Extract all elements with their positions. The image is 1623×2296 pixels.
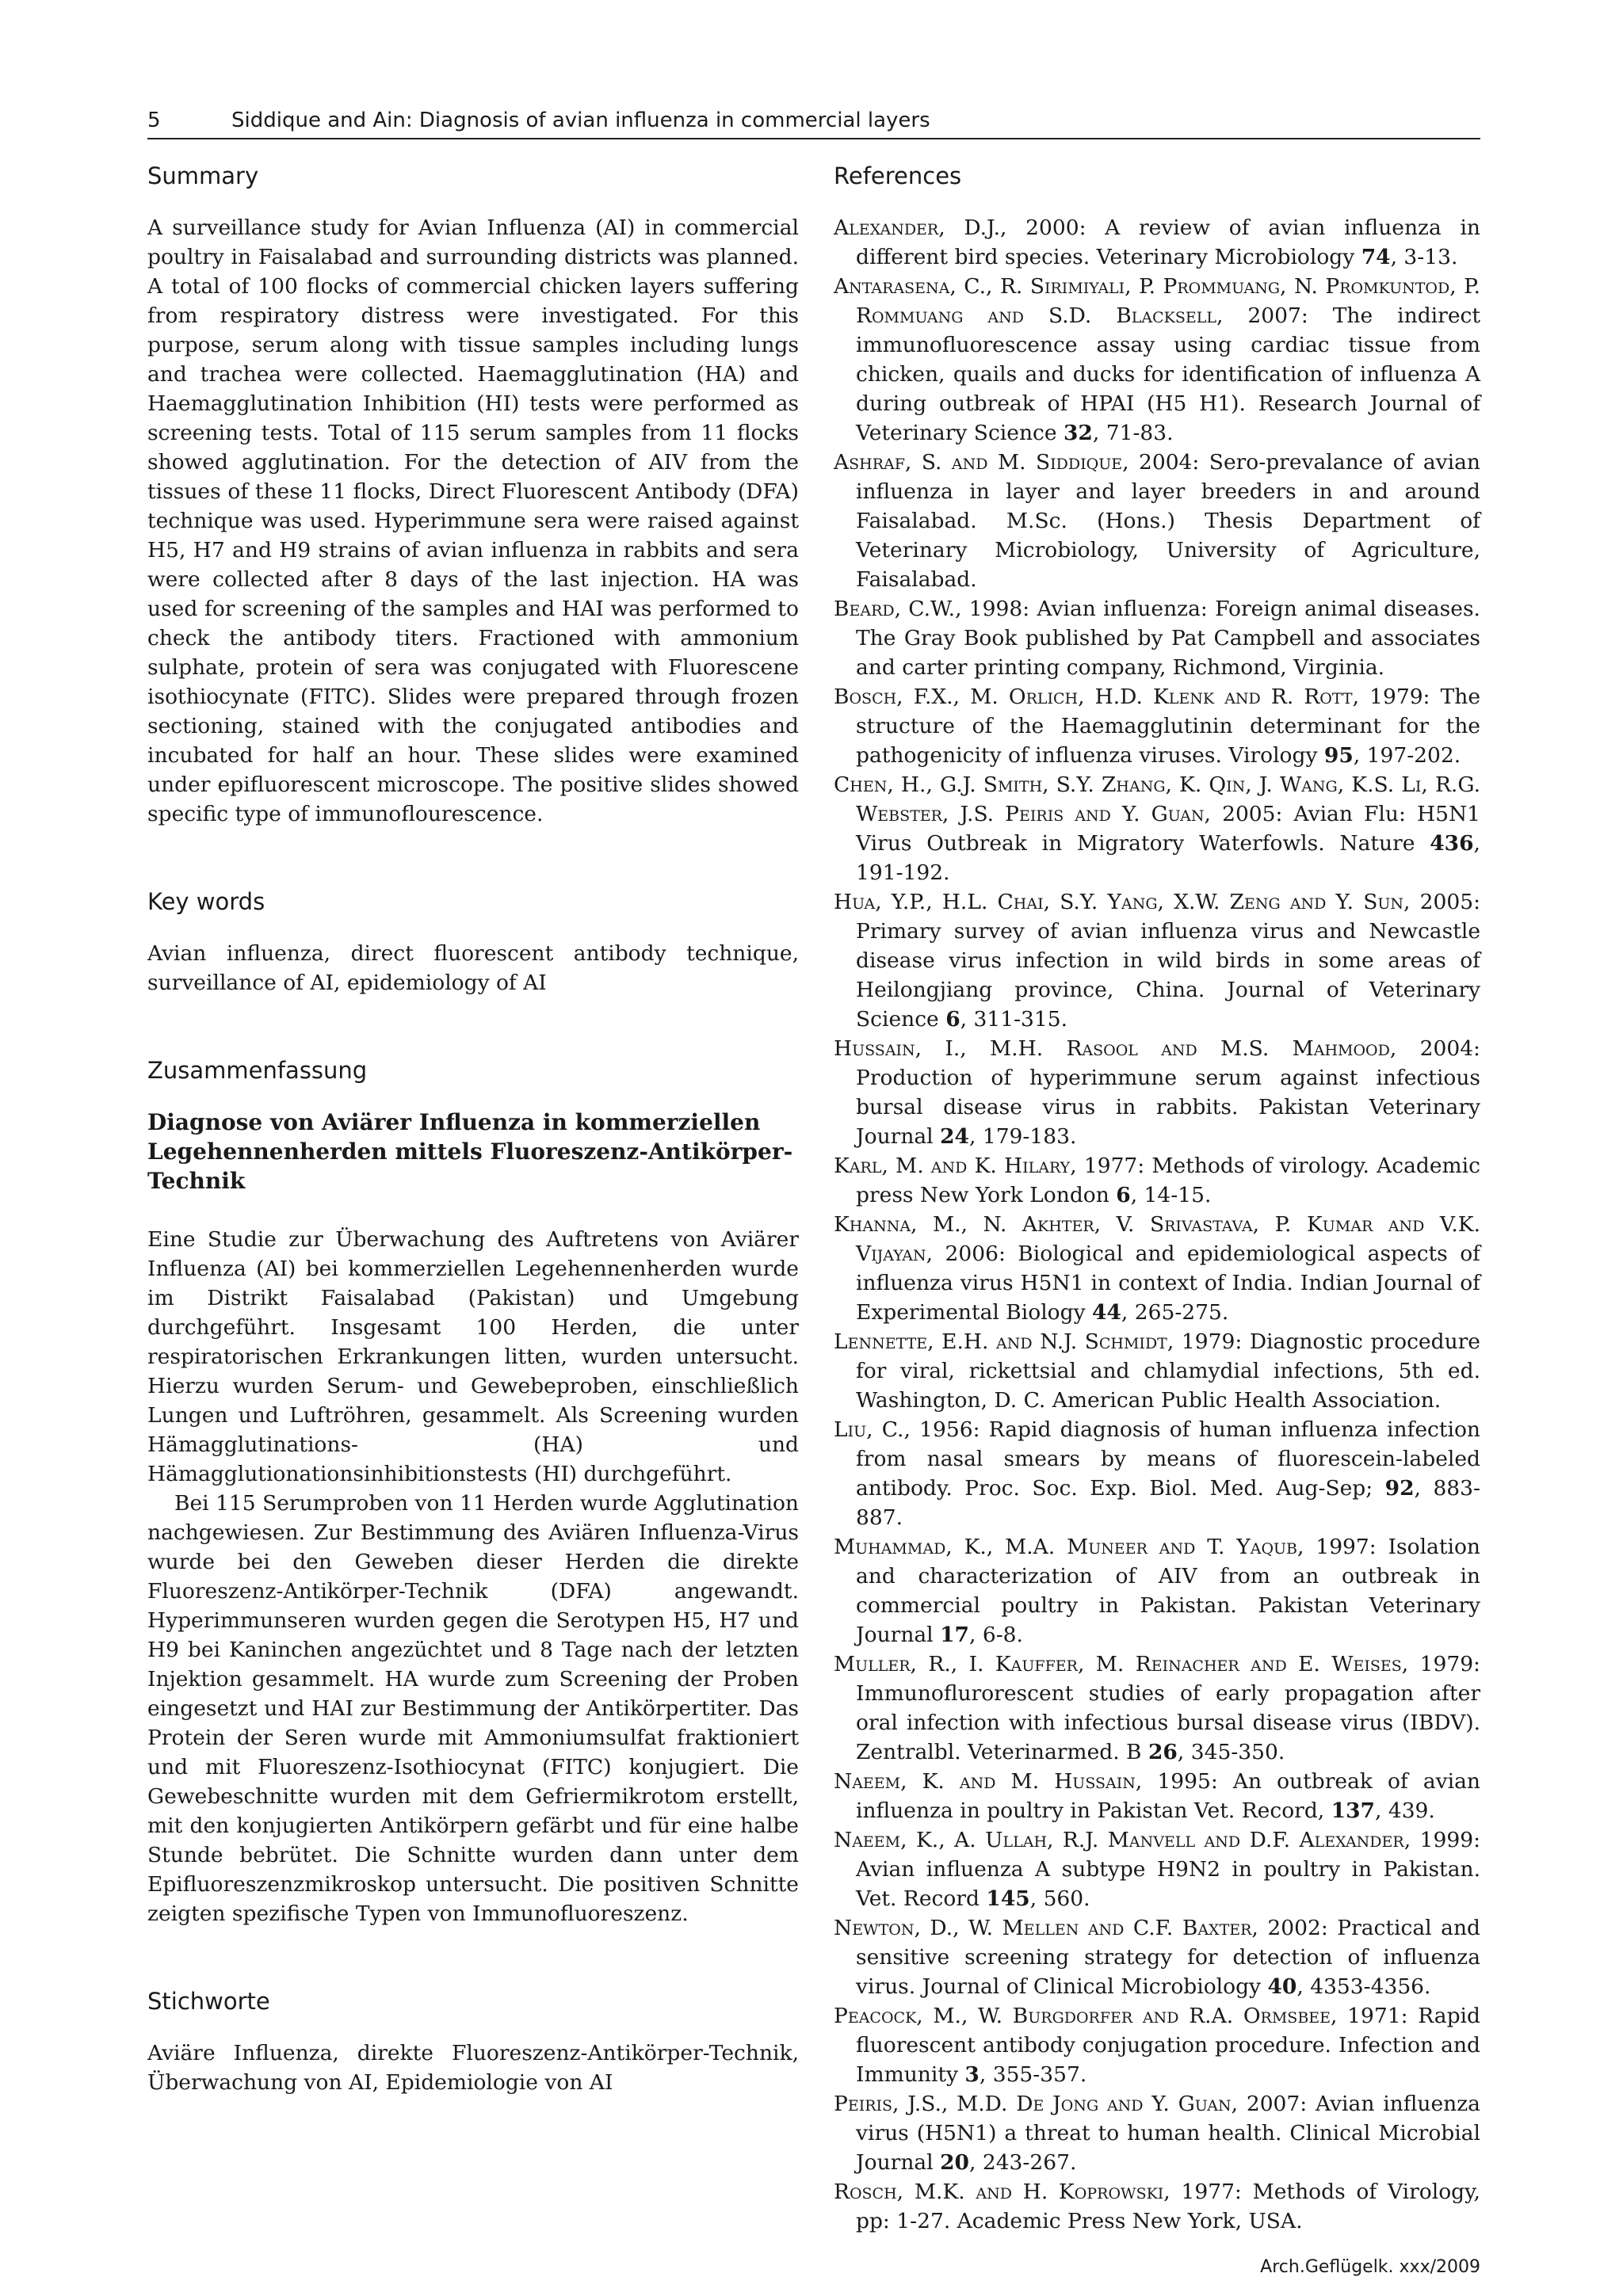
reference-pages: , 345-350.: [1177, 1740, 1285, 1764]
references-heading: References: [834, 162, 962, 189]
reference-volume: 40: [1267, 1974, 1297, 1999]
reference-details: 1977: Methods of Virology, pp: 1-27. Academic Press New York, USA.: [856, 2180, 1480, 2233]
page-number: 5: [147, 109, 161, 132]
reference-volume: 24: [940, 1124, 969, 1149]
reference-item: [834, 1034, 1480, 1151]
stichworte-text: Aviäre Influenza, direkte Fluoreszenz-Antikörper-Technik, Überwachung von AI, Epidemiologie von AI: [147, 2041, 799, 2095]
zusammenfassung-paragraph-2: Bei 115 Serumproben von 11 Herden wurde Agglutination nachgewiesen. Zur Bestimmung des Aviären Influenza-Virus wurde bei den Geweben dieser Herden die direkte Fluoreszenz-Antikörper-Technik (DFA) angewandt. Hyperimmunseren wurden gegen die Serotypen H5, H7 und H9 bei Kaninchen angezüchtet und 8 Tage nach der letzten Injektion gesammelt. HA wurde zum Screening der Proben eingesetzt und HAI zur Bestimmung der Antikörpertiter. Das Protein der Seren wurde mit Ammoniumsulfat fraktioniert und mit Fluoreszenz-Isothiocynat (FITC) konjugiert. Die Gewebeschnitte wurden mit dem Gefriermikrotom erstellt, mit den konjugierten Antikörpern gefärbt und für eine halbe Stunde bebrütet. Die Schnitte wurden dann unter dem Epifluoreszenzmikroskop untersucht. Die positiven Schnitte zeigten spezifische Typen von Immunofluoreszenz.: [147, 1491, 799, 1926]
reference-volume: 436: [1430, 831, 1474, 856]
reference-volume: 6: [1116, 1183, 1131, 1207]
reference-pages: , 265-275.: [1121, 1300, 1229, 1325]
keywords-text: Avian influenza, direct fluorescent antibody technique, surveillance of AI, epidemiology of AI: [147, 941, 799, 995]
reference-authors: Muhammad, K., M.A. Muneer and T. Yaqub,: [834, 1535, 1304, 1559]
reference-authors: Peacock, M., W. Burgdorfer and R.A. Ormsbee,: [834, 2004, 1338, 2028]
reference-authors: Karl, M. and K. Hilary,: [834, 1154, 1077, 1178]
reference-pages: , 560.: [1029, 1886, 1090, 1911]
reference-item: [834, 1151, 1480, 1210]
reference-item: [834, 1327, 1480, 1415]
running-header: [147, 105, 1480, 139]
reference-item: [834, 2001, 1480, 2089]
reference-authors: Newton, D., W. Mellen and C.F. Baxter,: [834, 1916, 1258, 1940]
reference-details: 2002: Practical and sensitive screening strategy for detection of influenza virus. Journal of Clinical Microbiology: [856, 1916, 1480, 1999]
reference-pages: , 197-202.: [1353, 743, 1461, 768]
reference-authors: Bosch, F.X., M. Orlich, H.D. Klenk and R. Rott,: [834, 685, 1359, 709]
reference-volume: 6: [945, 1007, 960, 1032]
reference-volume: 137: [1331, 1798, 1375, 1823]
reference-authors: Rosch, M.K. and H. Koprowski,: [834, 2180, 1170, 2204]
reference-volume: 26: [1148, 1740, 1178, 1764]
reference-details: 2004: Production of hyperimmune serum against infectious bursal disease virus in rabbits. Pakistan Veterinary Journal: [856, 1036, 1480, 1149]
stichworte-heading: Stichworte: [147, 1988, 270, 2015]
left-column: [147, 158, 799, 2097]
zusammenfassung-paragraph-1: Eine Studie zur Überwachung des Auftretens von Aviärer Influenza (AI) bei kommerziellen Legehennenherden wurde im Distrikt Faisalabad (Pakistan) und Umgebung durchgeführt. Insgesamt 100 Herden, die unter respiratorischen Erkrankungen litten, wurden untersucht. Hierzu wurden Serum- und Gewebeproben, einschließlich Lungen und Luftröhren, gesammelt. Als Screening wurden Hämagglutinations- (HA) und Hämagglutionationsinhibitionstests (HI) durchgeführt.: [147, 1227, 799, 1486]
reference-details: 2006: Biological and epidemiological aspects of influenza virus H5N1 in context of India. Indian Journal of Experimental Biology: [856, 1241, 1480, 1325]
reference-authors: Chen, H., G.J. Smith, S.Y. Zhang, K. Qin, J. Wang, K.S. Li, R.G. Webster, J.S. Peiris and Y. Guan,: [834, 772, 1480, 826]
footer-journal: Arch.Geflügelk. xxx/2009: [1260, 2257, 1480, 2277]
reference-item: [834, 1825, 1480, 1913]
reference-volume: 92: [1384, 1476, 1415, 1501]
reference-authors: Naeem, K., A. Ullah, R.J. Manvell and D.F. Alexander,: [834, 1828, 1411, 1852]
reference-item: [834, 213, 1480, 272]
reference-details: 1998: Avian influenza: Foreign animal diseases. The Gray Book published by Pat Campbell and associates and carter printing company, Richmond, Virginia.: [856, 597, 1480, 680]
reference-item: [834, 1913, 1480, 2001]
reference-pages: , 14-15.: [1130, 1183, 1212, 1207]
reference-details: 1956: Rapid diagnosis of human influenza infection from nasal smears by means of fluorescein-labeled antibody. Proc. Soc. Exp. Biol. Med. Aug-Sep;: [856, 1417, 1480, 1501]
reference-item: [834, 448, 1480, 594]
reference-authors: Hua, Y.P., H.L. Chai, S.Y. Yang, X.W. Zeng and Y. Sun,: [834, 890, 1411, 914]
reference-details: 2007: The indirect immunofluorescence assay using cardiac tissue from chicken, quails and ducks for identification of influenza A during outbreak of HPAI (H5 H1). Research Journal of Veterinary Science: [856, 303, 1480, 445]
reference-pages: , 243-267.: [968, 2150, 1077, 2175]
reference-pages: , 191-192.: [856, 831, 1480, 885]
reference-authors: Naeem, K. and M. Hussain,: [834, 1769, 1143, 1794]
reference-pages: , 4353-4356.: [1296, 1974, 1431, 1999]
reference-item: [834, 1532, 1480, 1650]
reference-volume: 32: [1063, 421, 1093, 445]
reference-volume: 3: [964, 2062, 980, 2087]
reference-item: [834, 1767, 1480, 1825]
reference-item: [834, 770, 1480, 887]
reference-details: 1999: Avian influenza A subtype H9N2 in poultry in Pakistan. Vet. Record: [856, 1828, 1480, 1911]
running-title: Siddique and Ain: Diagnosis of avian influenza in commercial layers: [231, 109, 930, 132]
reference-authors: Ashraf, S. and M. Siddique,: [834, 450, 1129, 475]
keywords-heading: Key words: [147, 888, 265, 915]
summary-heading: Summary: [147, 162, 259, 189]
reference-authors: Khanna, M., N. Akhter, V. Srivastava, P. Kumar and V.K. Vijayan,: [834, 1212, 1480, 1266]
reference-item: [834, 2177, 1480, 2236]
reference-details: 2005: Primary survey of avian influenza virus and Newcastle disease virus infection in wild birds in some areas of Heilongjiang province, China. Journal of Veterinary Science: [856, 890, 1480, 1032]
reference-volume: 17: [940, 1623, 969, 1647]
reference-authors: Alexander, D.J.,: [834, 215, 1007, 240]
reference-item: [834, 594, 1480, 682]
reference-details: 2004: Sero-prevalance of avian influenza in layer and layer breeders in and around Faisalabad. M.Sc. (Hons.) Thesis Department of Veterinary Microbiology, University of Agriculture, Faisalabad.: [856, 450, 1480, 592]
reference-details: 1979: Immunoflurorescent studies of early propagation after oral infection with infectious bursal disease virus (IBDV). Zentralbl. Veterinarmed. B: [856, 1652, 1480, 1764]
reference-authors: Peiris, J.S., M.D. De Jong and Y. Guan,: [834, 2092, 1239, 2116]
reference-volume: 44: [1092, 1300, 1121, 1325]
reference-item: [834, 682, 1480, 770]
summary-text: A surveillance study for Avian Influenza (AI) in commercial poultry in Faisalabad and surrounding districts was planned. A total of 100 flocks of commercial chicken layers suffering from respiratory distress were investigated. For this purpose, serum along with tissue samples including lungs and trachea were collected. Haemagglutination (HA) and Haemagglutination Inhibition (HI) tests were performed as screening tests. Total of 115 serum samples from 11 flocks showed agglutination. For the detection of AIV from the tissues of these 11 flocks, Direct Fluorescent Antibody (DFA) technique was used. Hyperimmune sera were raised against H5, H7 and H9 strains of avian influenza in rabbits and sera were collected after 8 days of the last injection. HA was used for screening of the samples and HAI was performed to check the antibody titers. Fractioned with ammonium sulphate, protein of sera was conjugated with Fluorescene isothiocynate (FITC). Slides were prepared through frozen sectioning, stained with the conjugated antibodies and incubated for half an hour. These slides were examined under epifluorescent microscope. The positive slides showed specific type of immunoflourescence.: [147, 215, 799, 826]
reference-details: 1971: Rapid fluorescent antibody conjugation procedure. Infection and Immunity: [856, 2004, 1480, 2087]
reference-volume: 145: [986, 1886, 1030, 1911]
zusammenfassung-heading: Zusammenfassung: [147, 1057, 368, 1084]
reference-item: [834, 272, 1480, 448]
reference-details: 2007: Avian influenza virus (H5N1) a threat to human health. Clinical Microbial Journal: [856, 2092, 1480, 2175]
reference-details: 1979: The structure of the Haemagglutinin determinant for the pathogenicity of influenza viruses. Virology: [856, 685, 1481, 768]
reference-authors: Beard, C.W.,: [834, 597, 962, 621]
reference-authors: Lennette, E.H. and N.J. Schmidt,: [834, 1329, 1174, 1354]
reference-authors: Muller, R., I. Kauffer, M. Reinacher and E. Weises,: [834, 1652, 1409, 1676]
reference-pages: , 179-183.: [968, 1124, 1077, 1149]
reference-authors: Antarasena, C., R. Sirimiyali, P. Prommuang, N. Promkuntod, P. Rommuang and S.D. Blacksell,: [834, 274, 1480, 328]
reference-pages: , 71-83.: [1092, 421, 1174, 445]
reference-pages: , 311-315.: [960, 1007, 1068, 1032]
reference-item: [834, 1210, 1480, 1327]
reference-details: 1995: An outbreak of avian influenza in poultry in Pakistan Vet. Record,: [856, 1769, 1480, 1823]
reference-list: [834, 213, 1480, 2236]
reference-details: 1997: Isolation and characterization of AIV from an outbreak in commercial poultry in Pakistan. Pakistan Veterinary Journal: [856, 1535, 1480, 1647]
reference-pages: , 3-13.: [1390, 245, 1458, 269]
reference-pages: , 883-887.: [856, 1476, 1480, 1530]
right-column: [834, 158, 1480, 2236]
reference-volume: 74: [1361, 245, 1391, 269]
reference-item: [834, 1415, 1480, 1532]
reference-item: [834, 1650, 1480, 1767]
reference-details: 2005: Avian Flu: H5N1 Virus Outbreak in Migratory Waterfowls. Nature: [856, 802, 1480, 856]
reference-details: 2000: A review of avian influenza in different bird species. Veterinary Microbiology: [856, 215, 1481, 269]
reference-details: 1979: Diagnostic procedure for viral, rickettsial and chlamydial infections, 5th ed. Washington, D. C. American Public Health Association.: [856, 1329, 1480, 1413]
zusammenfassung-title: Diagnose von Aviärer Influenza in kommerziellen Legehennenherden mittels Fluoreszenz-Antikörper-Technik: [147, 1109, 793, 1194]
reference-pages: , 439.: [1374, 1798, 1435, 1823]
reference-item: [834, 887, 1480, 1034]
reference-authors: Hussain, I., M.H. Rasool and M.S. Mahmood,: [834, 1036, 1397, 1061]
reference-pages: , 355-357.: [979, 2062, 1087, 2087]
reference-pages: , 6-8.: [968, 1623, 1023, 1647]
reference-authors: Liu, C.,: [834, 1417, 911, 1442]
reference-volume: 20: [940, 2150, 969, 2175]
reference-item: [834, 2089, 1480, 2177]
reference-volume: 95: [1323, 743, 1354, 768]
reference-details: 1977: Methods of virology. Academic press New York London: [856, 1154, 1480, 1207]
